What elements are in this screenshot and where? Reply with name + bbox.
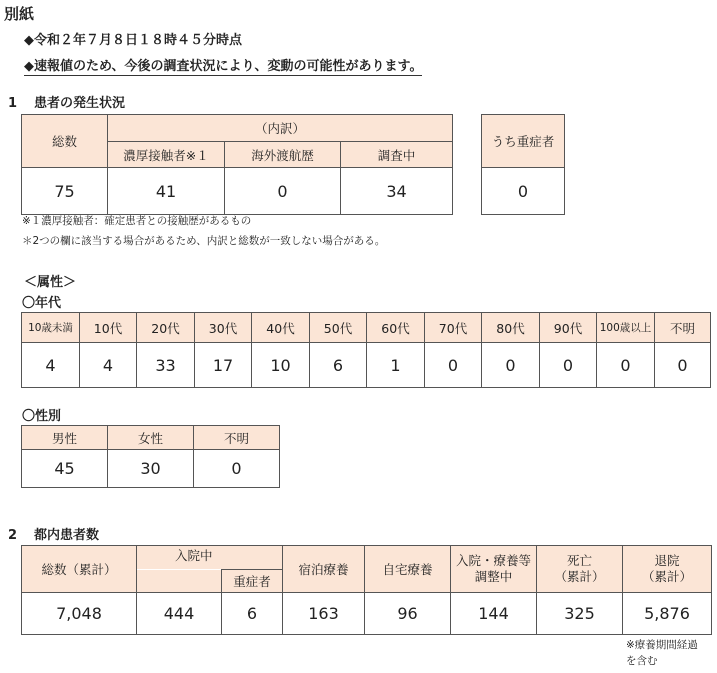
deaths-value: 325 [537,593,623,635]
close-contact-header: 濃厚接触者※１ [108,142,225,168]
sex-header-female: 女性 [108,426,194,450]
document-title: 別紙 [4,5,35,23]
sex-header-male: 男性 [22,426,108,450]
age-header-30s: 30代 [195,313,252,343]
age-header-60s: 60代 [367,313,425,343]
age-value-unknown: 0 [655,343,711,388]
attributes-heading: ＜属性＞ [24,275,77,290]
age-header-100plus: 100歳以上 [597,313,655,343]
age-header-90s: 90代 [540,313,597,343]
age-value-20s: 33 [137,343,195,388]
severe-value: 0 [482,168,565,215]
age-value-100plus: 0 [597,343,655,388]
age-value-30s: 17 [195,343,252,388]
age-header-10s: 10代 [80,313,137,343]
under-investigation-header: 調査中 [341,142,453,168]
cumulative-total-header: 総数（累計） [22,546,137,593]
home-recuperation-header: 自宅療養 [365,546,451,593]
adjusting-value: 144 [451,593,537,635]
sex-header-unknown: 不明 [194,426,280,450]
age-header-50s: 50代 [310,313,367,343]
home-recuperation-value: 96 [365,593,451,635]
preliminary-note: ◆速報値のため、今後の調査状況により、変動の可能性があります。 [24,55,422,76]
age-value-10s: 4 [80,343,137,388]
close-contact-value: 41 [108,168,225,215]
sex-value-unknown: 0 [194,450,280,488]
overseas-travel-header: 海外渡航歴 [225,142,341,168]
hospitalized-value: 444 [137,593,222,635]
total-value: 75 [22,168,108,215]
hotel-recuperation-value: 163 [283,593,365,635]
section2-number: 2 [8,528,18,543]
footnote-close-contact: ※１濃厚接触者：確定患者との接触歴があるもの [22,215,252,227]
section1-footnotes [22,213,385,249]
breakdown-header: （内訳） [108,115,453,142]
discharge-footnote [626,637,698,669]
age-header-unknown: 不明 [655,313,711,343]
age-value-under10: 4 [22,343,80,388]
age-value-50s: 6 [310,343,367,388]
age-label: 〇年代 [22,296,62,311]
tokyo-patients-table [21,545,712,635]
age-header-70s: 70代 [425,313,482,343]
under-investigation-value: 34 [341,168,453,215]
severe-header: うち重症者 [482,115,565,168]
total-header: 総数 [22,115,108,168]
section2-title: 都内患者数 [34,528,100,543]
age-header-under10: 10歳未満 [22,313,80,343]
footnote-mismatch: ＊2つの欄に該当する場合があるため、内訳と総数が一致しない場合がある。 [22,235,386,247]
overseas-travel-value: 0 [225,168,341,215]
section1-heading [8,92,125,111]
adjusting-header: 入院・療養等 調整中 [451,546,537,593]
severe-table [481,114,565,215]
hospitalized-blank [137,570,222,593]
discharged-header: 退院 （累計） [623,546,712,593]
sex-value-male: 45 [22,450,108,488]
severe-sub-value: 6 [222,593,283,635]
patient-status-table [21,114,453,215]
discharged-value: 5,876 [623,593,712,635]
deaths-header: 死亡 （累計） [537,546,623,593]
sex-value-female: 30 [108,450,194,488]
timestamp-note: ◆令和２年７月８日１８時４５分時点 [24,33,242,48]
sex-table [21,425,280,488]
section1-title: 患者の発生状況 [34,96,126,111]
age-value-70s: 0 [425,343,482,388]
cumulative-total-value: 7,048 [22,593,137,635]
hotel-recuperation-header: 宿泊療養 [283,546,365,593]
age-table [21,312,711,388]
sex-label: 〇性別 [22,409,62,424]
age-value-60s: 1 [367,343,425,388]
discharge-footnote-line2: を含む [626,655,658,667]
section2-heading [8,524,99,543]
discharge-footnote-line1: ※療養期間経過 [626,639,698,651]
age-value-90s: 0 [540,343,597,388]
age-header-40s: 40代 [252,313,310,343]
age-header-20s: 20代 [137,313,195,343]
hospitalized-header: 入院中 [137,546,283,570]
age-value-40s: 10 [252,343,310,388]
section1-number: 1 [8,96,18,111]
age-value-80s: 0 [482,343,540,388]
age-header-80s: 80代 [482,313,540,343]
severe-sub-header: 重症者 [222,570,283,593]
